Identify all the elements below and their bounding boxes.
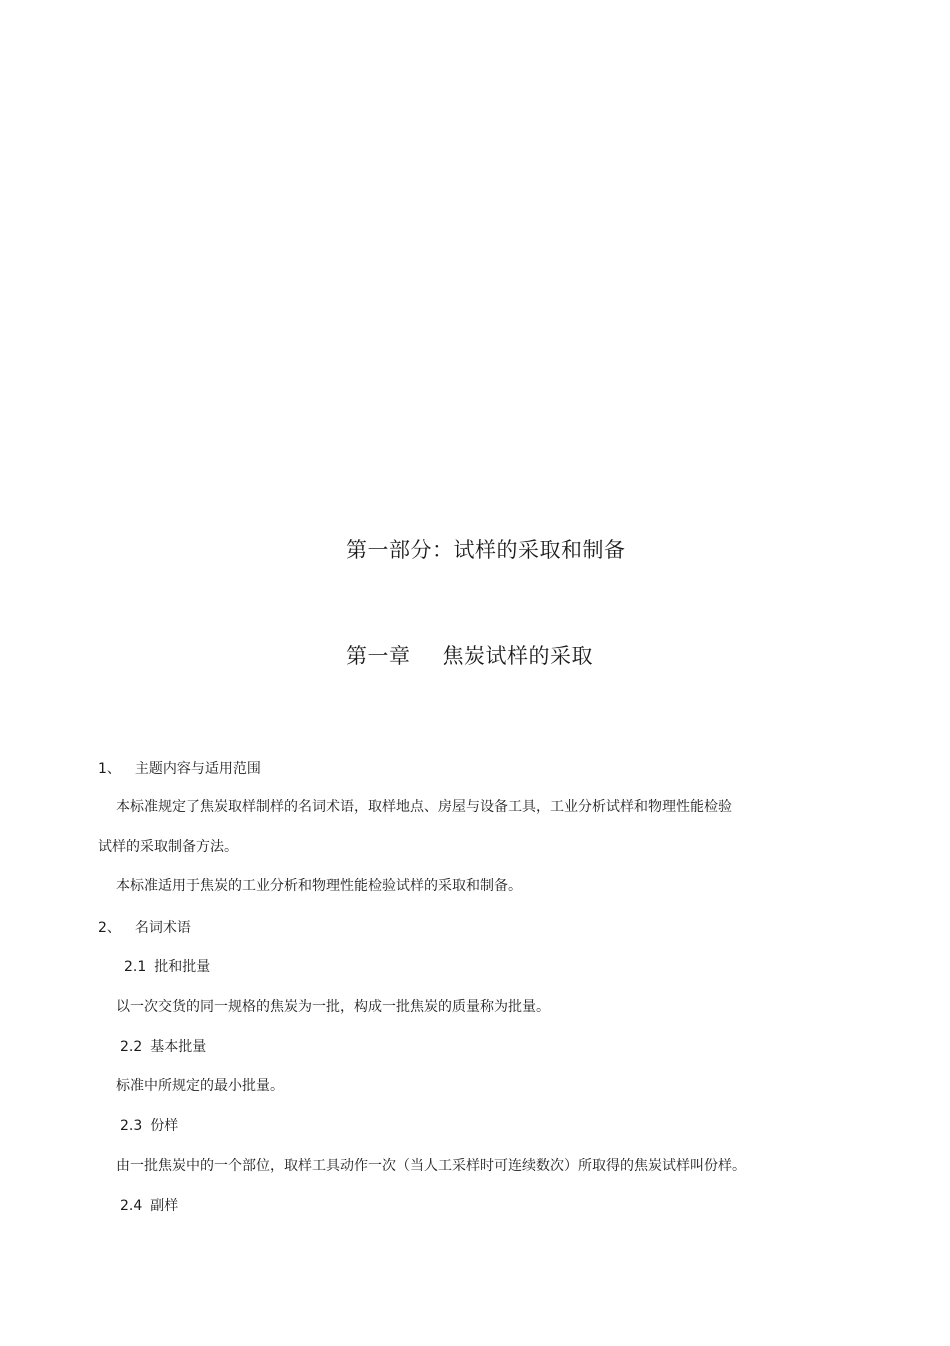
chapter-title: 焦炭试样的采取 — [442, 644, 593, 668]
section-number: 2、 — [98, 920, 121, 936]
subsection-title: 批和批量 — [154, 959, 211, 975]
subsection-title: 基本批量 — [150, 1039, 207, 1055]
paragraph: 试样的采取制备方法。 — [98, 839, 238, 855]
section-number: 1、 — [98, 761, 121, 777]
paragraph: 本标准规定了焦炭取样制样的名词术语，取样地点、房屋与设备工具，工业分析试样和物理性能检验 — [116, 799, 732, 815]
subsection-number: 2.3 — [120, 1118, 143, 1134]
subsection-number: 2.4 — [120, 1198, 143, 1214]
subsection-number: 2.2 — [120, 1039, 143, 1055]
paragraph: 以一次交货的同一规格的焦炭为一批，构成一批焦炭的质量称为批量。 — [116, 999, 550, 1015]
chapter-number: 第一章 — [346, 644, 411, 668]
paragraph: 标准中所规定的最小批量。 — [116, 1078, 284, 1094]
section-heading-2 — [98, 921, 191, 935]
subsection-title: 副样 — [150, 1198, 179, 1214]
paragraph: 本标准适用于焦炭的工业分析和物理性能检验试样的采取和制备。 — [116, 878, 522, 894]
subsection-heading — [120, 1199, 178, 1213]
section-title: 名词术语 — [134, 920, 191, 936]
subsection-title: 份样 — [150, 1118, 179, 1134]
chapter-heading — [346, 646, 593, 667]
subsection-heading — [120, 1040, 206, 1054]
subsection-number: 2.1 — [124, 959, 147, 975]
paragraph: 由一批焦炭中的一个部位，取样工具动作一次（当人工采样时可连续数次）所取得的焦炭试样叫份样。 — [116, 1158, 746, 1174]
subsection-heading — [120, 1119, 178, 1133]
section-title: 主题内容与适用范围 — [134, 761, 261, 777]
subsection-heading — [124, 960, 210, 974]
part-title: 第一部分：试样的采取和制备 — [346, 538, 626, 562]
section-heading-1 — [98, 762, 261, 776]
